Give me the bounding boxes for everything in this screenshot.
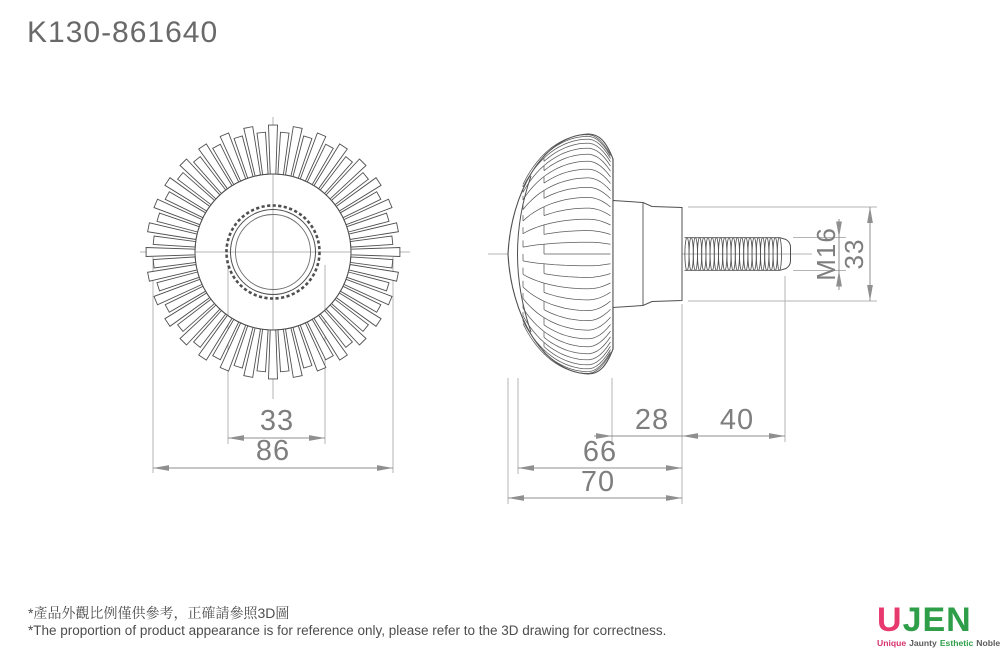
footer-note-en: *The proportion of product appearance is for reference only, please refer to the 3D drawing for correctness. bbox=[28, 623, 667, 638]
tagline-word: Noble bbox=[976, 638, 1001, 648]
logo-letters-jen: JEN bbox=[902, 601, 972, 639]
dim-neck-dia: 33 bbox=[839, 238, 869, 270]
tagline-word: Unique bbox=[877, 638, 907, 648]
dim-front-bore: 33 bbox=[259, 405, 295, 437]
dim-total-length: 70 bbox=[580, 466, 616, 498]
logo-letter-u: U bbox=[877, 601, 903, 639]
footer-note-zh: *產品外觀比例僅供參考，正確請參照3D圖 bbox=[28, 605, 290, 621]
dim-thread-size: M16 bbox=[811, 227, 841, 281]
logo-wordmark bbox=[877, 603, 992, 637]
footer-note bbox=[28, 604, 666, 640]
side-view bbox=[508, 134, 791, 374]
dim-knob-length: 66 bbox=[582, 436, 618, 468]
page-title: K130-861640 bbox=[27, 16, 219, 49]
ujen-logo bbox=[877, 601, 1001, 648]
dim-front-outer: 86 bbox=[255, 435, 291, 467]
dim-neck-length: 28 bbox=[634, 404, 670, 436]
dim-thread-length: 40 bbox=[719, 404, 755, 436]
tagline-word: Jaunty bbox=[909, 638, 937, 648]
tagline-word: Esthetic bbox=[939, 638, 974, 648]
logo-tagline bbox=[877, 638, 1001, 648]
